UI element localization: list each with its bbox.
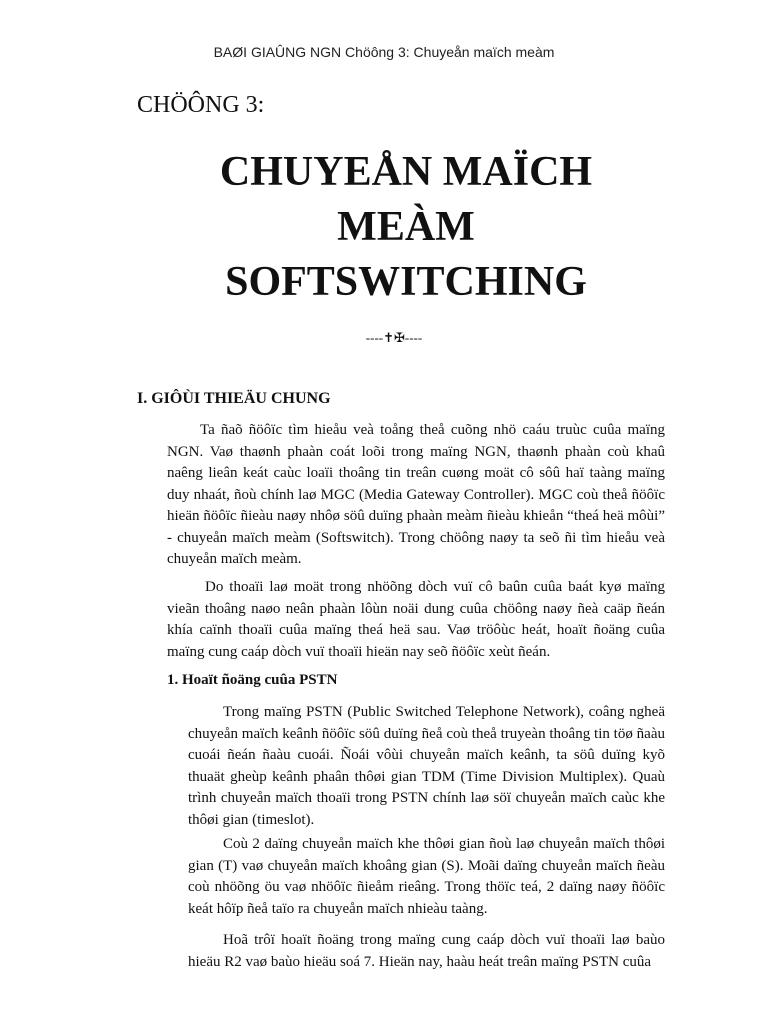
body-paragraph: Trong maïng PSTN (Public Switched Telephone Network), coâng ngheä chuyeån maïch keânh ñöôïc söû duïng ñeå coù theå truyeàn thoâng tin töø ñaàu cuoái ñeán ñaàu cuoái. Ñoái vôùi chuyeån maïch keânh, ta söû duïng kyõ thuaät gheùp keânh phaân thôøi gian TDM (Time Division Multiplex). Quaù trình chuyeån maïch thoaïi trong PSTN chính laø söï chuyeån maïch caùc khe thôøi gian (timeslot). <box>188 704 665 828</box>
chapter-label: CHÖÔNG 3: <box>137 92 265 118</box>
chapter-title-line: MEÀM <box>337 204 475 250</box>
subsection-heading: 1. Hoaït ñoäng cuûa PSTN <box>167 672 338 688</box>
body-paragraph: Hoã trôï hoaït ñoäng trong maïng cung caáp dòch vuï thoaïi laø baùo hieäu R2 vaø baùo hieäu soá 7. Hieän nay, haàu heát treân maïng PSTN cuûa <box>188 932 665 970</box>
chapter-title-line: CHUYEÅN MAÏCH <box>219 149 593 195</box>
running-header: BAØI GIAÛNG NGN Chöông 3: Chuyeån maïch meàm <box>213 44 555 60</box>
section-heading: I. GIÔÙI THIEÄU CHUNG <box>137 390 331 407</box>
chapter-title <box>0 145 768 310</box>
ornament-divider: ----✝✠---- <box>365 330 423 345</box>
chapter-title-line: SOFTSWITCHING <box>225 259 587 305</box>
body-paragraph: Coù 2 daïng chuyeån maïch khe thôøi gian ñoù laø chuyeån maïch thôøi gian (T) vaø chuyeån maïch khoâng gian (S). Moãi daïng chuyeån maïch ñeàu coù nhöõng öu vaø nhöôïc ñieåm rieâng. Trong thöïc teá, 2 daïng naøy ñöôïc keát hôïp ñeå taïo ra chuyeån maïch nhieàu taàng. <box>188 836 665 917</box>
body-paragraph: Do thoaïi laø moät trong nhöõng dòch vuï cô baûn cuûa baát kyø maïng vieãn thoâng naøo neân phaàn lôùn noäi dung cuûa chöông naøy ñeà caäp ñeán khía caïnh thoaïi cuûa maïng theá heä sau. Vaø tröôùc heát, hoaït ñoäng cuûa maïng cung caáp dòch vuï thoaïi hieän nay seõ ñöôïc xeùt ñeán. <box>167 579 665 660</box>
body-paragraph: Ta ñaõ ñöôïc tìm hieåu veà toång theå cuõng nhö caáu truùc cuûa maïng NGN. Vaø thaønh phaàn coát loõi trong maïng NGN, thaønh phaàn coù khaû naêng lieân keát caùc loaïi thoâng tin treân cuøng moät cô sôû haï taàng maïng duy nhaát, ñoù chính laø MGC (Media Gateway Controller). MGC coù theå ñöôïc hieän ñöôïc ñieàu naøy nhôø söû duïng phaàn meàm ñieàu khieån “theá heä môùi” - chuyeån maïch meàm (Softswitch). Trong chöông naøy ta seõ ñi tìm hieåu veà chuyeån maïch meàm. <box>167 422 665 567</box>
